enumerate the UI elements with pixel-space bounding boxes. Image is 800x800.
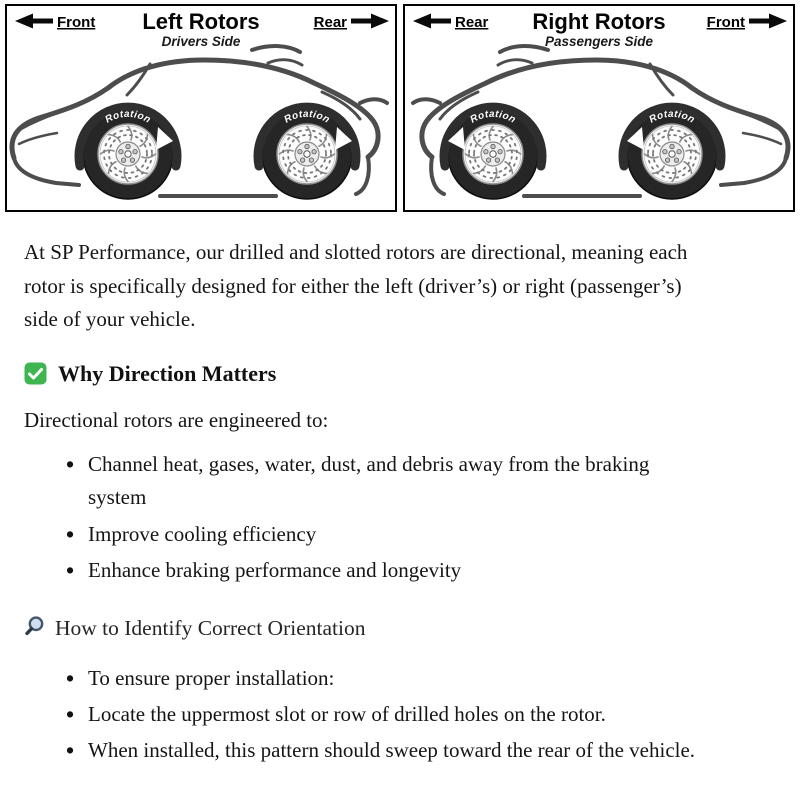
section-lead: Directional rotors are engineered to: — [24, 407, 329, 432]
rotor-direction-diagram — [0, 0, 800, 216]
right-arrow-tail — [351, 19, 373, 24]
article-body — [0, 216, 800, 767]
list-item: • When installed, this pattern should sweep toward the rear of the vehicle. — [64, 734, 703, 767]
section-heading-why-direction-matters — [24, 361, 776, 387]
check-icon — [24, 362, 47, 385]
section-heading-text: Why Direction Matters — [58, 360, 277, 386]
magnifier-icon — [24, 615, 45, 642]
why-direction-bullet-list — [24, 448, 776, 587]
right-panel-front-label: Front — [706, 14, 745, 31]
list-item: • Channel heat, gases, water, dust, and debris away from the braking system — [64, 448, 703, 514]
list-item: • Locate the uppermost slot or row of drilled holes on the rotor. — [64, 698, 703, 731]
intro-paragraph: At SP Performance, our drilled and slotted rotors are directional, meaning each rotor is specifically designed for either the left (driver’s) or right (passenger’s) side of your vehicle. — [24, 240, 688, 332]
left-arrow-tail — [429, 19, 451, 24]
right-panel-rear-label: Rear — [455, 14, 489, 31]
left-panel-title: Left Rotors — [142, 9, 260, 34]
list-item: • To ensure proper installation: — [64, 662, 703, 695]
list-item: • Improve cooling efficiency — [64, 518, 703, 551]
left-panel-front-label: Front — [57, 14, 96, 31]
section-heading-identify-orientation — [24, 615, 776, 642]
left-panel-subtitle: Drivers Side — [161, 34, 241, 49]
section-heading-text: How to Identify Correct Orientation — [55, 615, 366, 640]
identify-orientation-bullet-list — [24, 662, 776, 768]
right-arrow-tail — [749, 19, 771, 24]
left-arrow-tail — [31, 19, 53, 24]
list-item: • Enhance braking performance and longevity — [64, 554, 703, 587]
left-panel-rear-label: Rear — [313, 14, 347, 31]
right-panel-title: Right Rotors — [532, 9, 666, 34]
right-panel-subtitle: Passengers Side — [544, 34, 654, 49]
